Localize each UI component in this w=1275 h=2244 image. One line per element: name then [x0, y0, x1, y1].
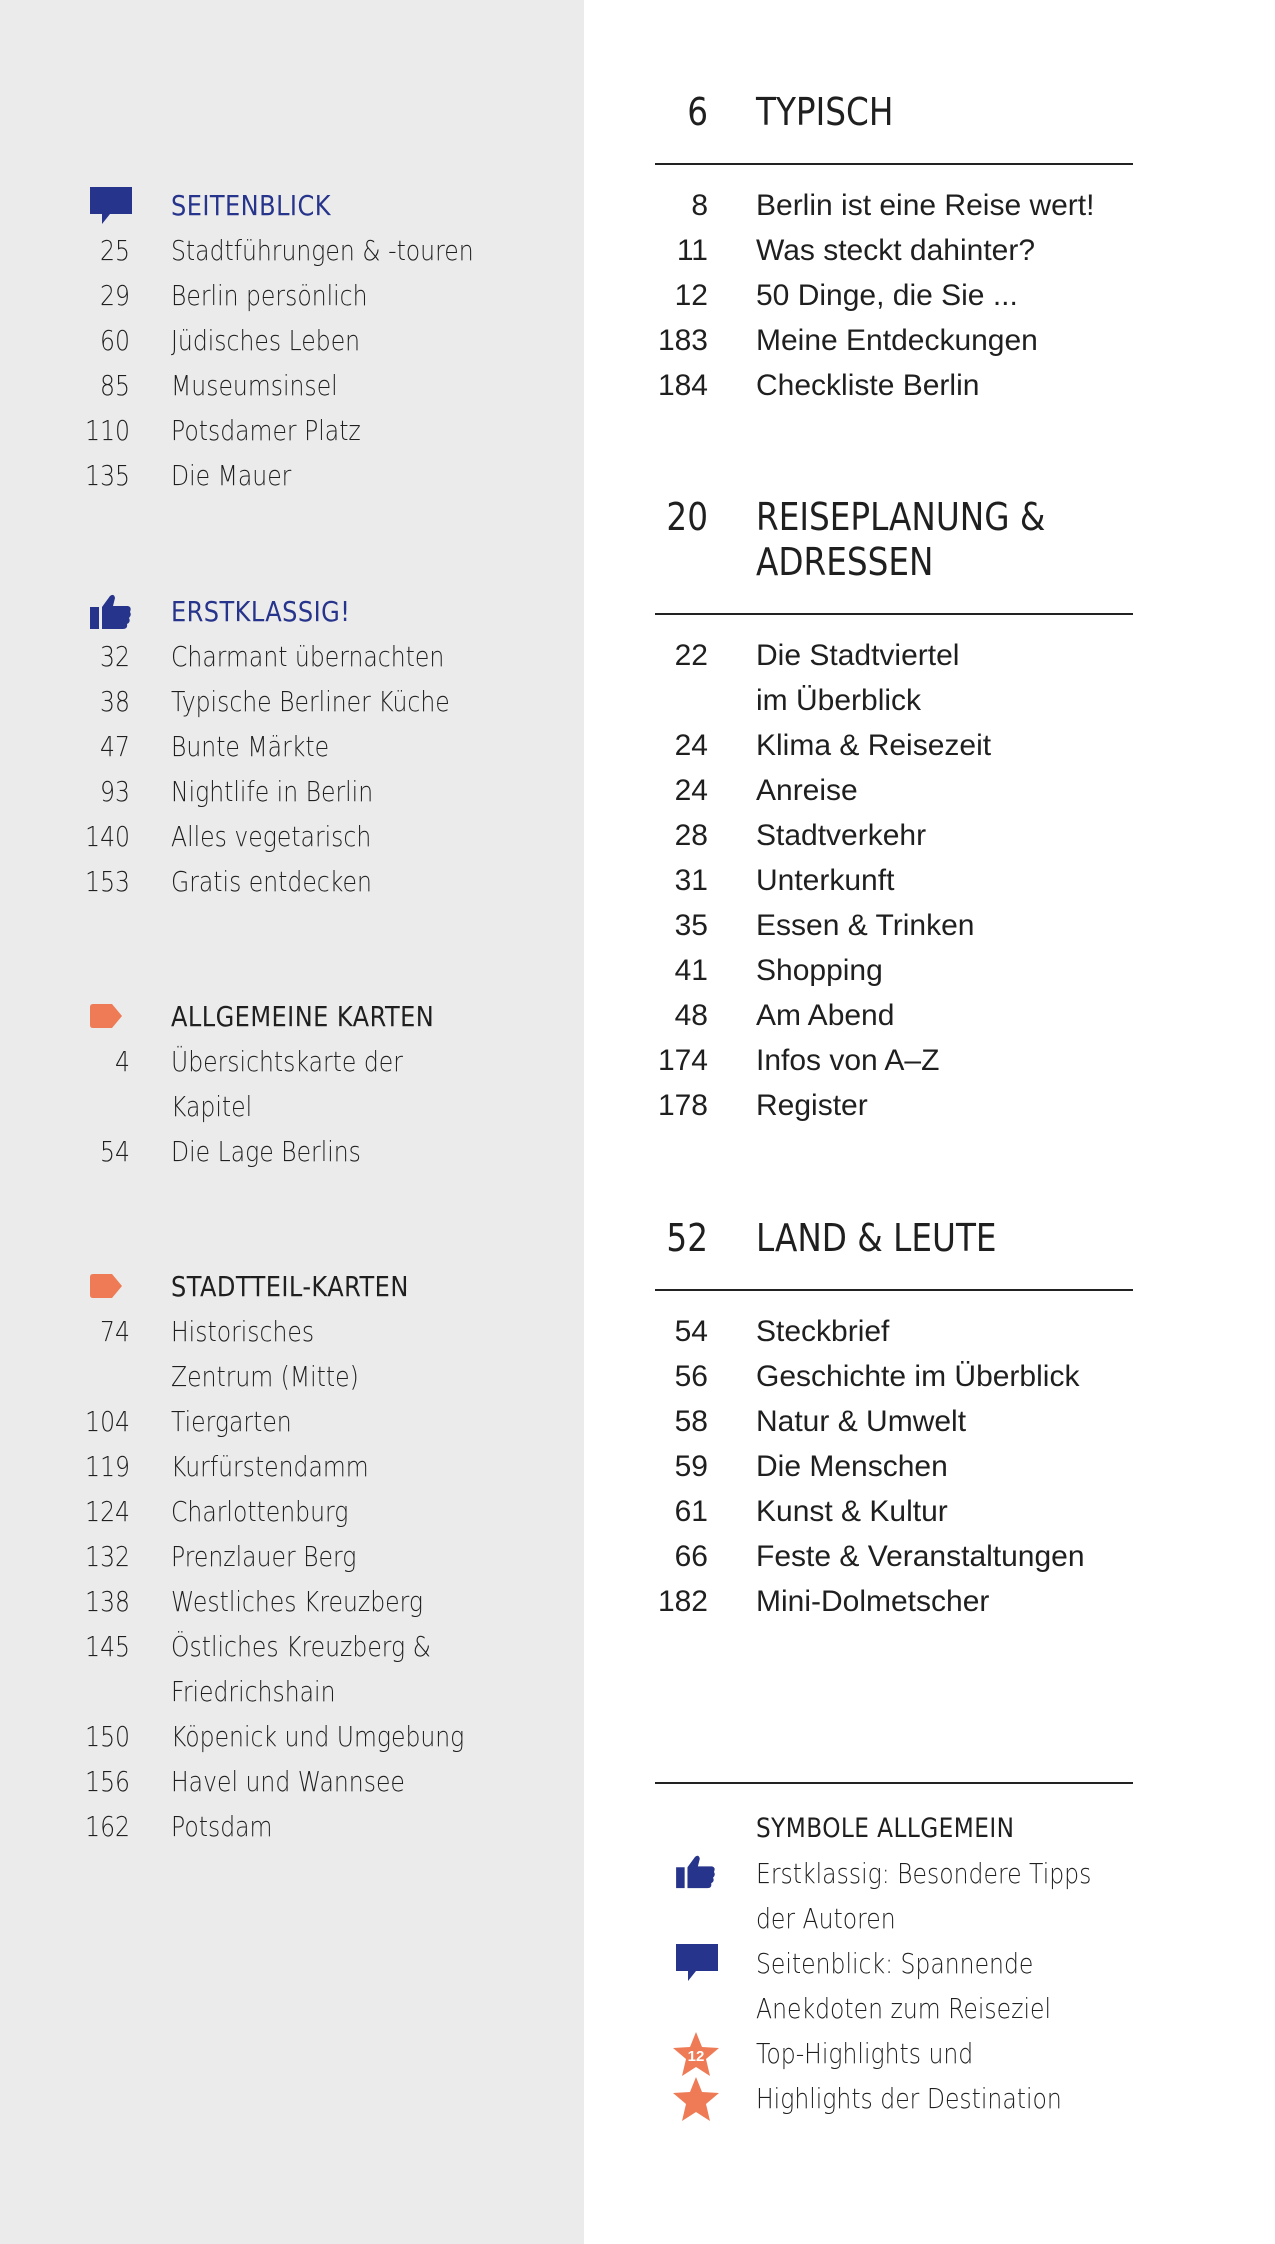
page-number: 11: [676, 234, 708, 267]
entry-label: Berlin persönlich: [171, 279, 368, 312]
entry-label: Havel und Wannsee: [171, 1765, 405, 1798]
section-title: LAND & LEUTE: [756, 1216, 997, 1260]
list-item[interactable]: [655, 948, 1133, 993]
entry-label: Die Lage Berlins: [171, 1135, 361, 1168]
list-item[interactable]: [0, 273, 584, 318]
section-page-number: 52: [666, 1216, 708, 1260]
entry-label: Unterkunft: [756, 864, 895, 897]
section-title-line2: ADRESSEN: [756, 540, 934, 584]
section-header: [0, 589, 584, 634]
page-number: 85: [100, 369, 130, 402]
entry-label: Typische Berliner Küche: [171, 685, 450, 718]
section-title: STADTTEIL-KARTEN: [171, 1270, 409, 1303]
list-item[interactable]: [655, 1309, 1133, 1354]
list-item[interactable]: [655, 1444, 1133, 1489]
list-item[interactable]: [655, 183, 1133, 228]
legend: [655, 1782, 1133, 2122]
page-number: 28: [674, 819, 708, 852]
list-item[interactable]: [655, 1489, 1133, 1534]
page-number: 48: [674, 999, 708, 1032]
page-number: 184: [657, 369, 708, 402]
legend-item: [655, 1896, 1133, 1941]
speech-bubble-icon: [90, 187, 132, 230]
section-land-leute: [655, 1216, 1133, 1618]
list-item[interactable]: [0, 679, 584, 724]
legend-item: [655, 2031, 1133, 2076]
entry-label: Übersichtskarte der: [171, 1045, 403, 1078]
entry-label: Klima & Reisezeit: [756, 729, 992, 762]
page-number: 54: [100, 1135, 130, 1168]
list-item[interactable]: [655, 1579, 1133, 1624]
page-number: 24: [674, 774, 708, 807]
tag-icon: [90, 1004, 122, 1033]
list-item[interactable]: [0, 1759, 584, 1804]
list-item[interactable]: [655, 678, 1133, 723]
entry-label: Die Mauer: [171, 459, 292, 492]
list-item[interactable]: [0, 1354, 584, 1399]
entry-label: Natur & Umwelt: [756, 1405, 967, 1438]
page-number: 104: [85, 1405, 130, 1438]
list-item[interactable]: [0, 1129, 584, 1174]
list-item[interactable]: [0, 1804, 584, 1849]
legend-label: der Autoren: [756, 1902, 896, 1935]
section-header: [655, 495, 1133, 585]
section-stadtteil-karten: [0, 1264, 584, 1849]
page-number: 31: [674, 864, 708, 897]
entry-label: Anreise: [756, 774, 858, 807]
entry-label: Potsdam: [171, 1810, 273, 1843]
list-item[interactable]: [0, 1579, 584, 1624]
section-header: [655, 1216, 1133, 1261]
list-item[interactable]: [0, 1039, 584, 1084]
list-item[interactable]: [655, 1083, 1133, 1128]
section-header: [0, 994, 584, 1039]
star-badge-number: 12: [687, 2048, 705, 2065]
entry-label: Die Stadtviertel: [756, 639, 960, 672]
section-divider: [655, 163, 1133, 165]
list-item[interactable]: [0, 1309, 584, 1354]
list-item[interactable]: [655, 1354, 1133, 1399]
page-number: 110: [85, 414, 130, 447]
page-number: 138: [85, 1585, 130, 1618]
list-item[interactable]: [655, 723, 1133, 768]
entry-label: 50 Dinge, die Sie ...: [756, 279, 1018, 312]
section-title: ALLGEMEINE KARTEN: [171, 1000, 435, 1033]
legend-label: Highlights der Destination: [756, 2082, 1062, 2115]
entry-label: Nightlife in Berlin: [171, 775, 374, 808]
legend-item: [655, 1941, 1133, 1986]
page-number: 22: [674, 639, 708, 672]
list-item[interactable]: [0, 363, 584, 408]
section-seitenblick: [0, 183, 584, 498]
list-item[interactable]: [655, 813, 1133, 858]
page-number: 47: [100, 730, 130, 763]
list-item[interactable]: [655, 993, 1133, 1038]
list-item[interactable]: [655, 228, 1133, 273]
list-item[interactable]: [0, 1084, 584, 1129]
page-number: 4: [115, 1045, 130, 1078]
entry-label: Stadtverkehr: [756, 819, 927, 852]
section-erstklassig: [0, 589, 584, 904]
legend-item: [655, 1986, 1133, 2031]
list-item[interactable]: [0, 1534, 584, 1579]
numbered-star-icon: [672, 2031, 720, 2082]
list-item[interactable]: [655, 363, 1133, 408]
list-item[interactable]: [655, 273, 1133, 318]
entry-label: Köpenick und Umgebung: [171, 1720, 465, 1753]
page-number: 153: [85, 865, 130, 898]
section-typisch: [655, 90, 1133, 402]
entry-label: Mini-Dolmetscher: [756, 1585, 990, 1618]
list-item[interactable]: [0, 859, 584, 904]
page-number: 140: [85, 820, 130, 853]
list-item[interactable]: [655, 1038, 1133, 1083]
entry-label: Jüdisches Leben: [171, 324, 361, 357]
entry-label: Prenzlauer Berg: [171, 1540, 357, 1573]
list-item[interactable]: [655, 903, 1133, 948]
page-number: 24: [674, 729, 708, 762]
page-number: 182: [657, 1585, 708, 1618]
entry-label: Feste & Veranstaltungen: [756, 1540, 1085, 1573]
section-title: TYPISCH: [756, 90, 894, 134]
page-number: 145: [85, 1630, 130, 1663]
entry-label: Charlottenburg: [171, 1495, 349, 1528]
thumbs-up-icon: [676, 1854, 716, 1895]
list-item[interactable]: [655, 768, 1133, 813]
page-number: 132: [85, 1540, 130, 1573]
page-number: 156: [85, 1765, 130, 1798]
list-item[interactable]: [0, 1714, 584, 1759]
list-item[interactable]: [0, 1624, 584, 1669]
speech-bubble-icon: [676, 1944, 718, 1987]
legend-label: Anekdoten zum Reiseziel: [756, 1992, 1052, 2025]
page-number: 56: [674, 1360, 708, 1393]
page-number: 59: [674, 1450, 708, 1483]
section-header: [0, 1264, 584, 1309]
legend-title: SYMBOLE ALLGEMEIN: [756, 1813, 1015, 1844]
page-number: 178: [657, 1089, 708, 1122]
page-number: 29: [100, 279, 130, 312]
list-item[interactable]: [0, 1444, 584, 1489]
section-header: [0, 183, 584, 228]
entry-label: Gratis entdecken: [171, 865, 372, 898]
page-number: 119: [85, 1450, 130, 1483]
entry-label: Geschichte im Überblick: [756, 1360, 1080, 1393]
section-title-line1: REISEPLANUNG &: [756, 495, 1046, 539]
entry-label: Westliches Kreuzberg: [171, 1585, 424, 1618]
entry-label: Meine Entdeckungen: [756, 324, 1038, 357]
page-number: 32: [100, 640, 130, 673]
legend-label: Seitenblick: Spannende: [756, 1947, 1034, 1980]
entry-label: Steckbrief: [756, 1315, 890, 1348]
section-page-number: 20: [666, 495, 708, 539]
section-title: ERSTKLASSIG!: [171, 595, 351, 628]
page-number: 61: [674, 1495, 708, 1528]
entry-label: Kunst & Kultur: [756, 1495, 948, 1528]
legend-divider: [655, 1782, 1133, 1784]
list-item[interactable]: [0, 724, 584, 769]
entry-label: Stadtführungen & -touren: [171, 234, 474, 267]
page-number: 74: [100, 1315, 130, 1348]
list-item[interactable]: [655, 633, 1133, 678]
list-item[interactable]: [0, 408, 584, 453]
list-item[interactable]: [655, 858, 1133, 903]
entry-label: Bunte Märkte: [171, 730, 330, 763]
list-item[interactable]: [0, 228, 584, 273]
list-item[interactable]: [0, 1669, 584, 1714]
section-divider: [655, 613, 1133, 615]
page-number: 93: [100, 775, 130, 808]
entry-label: Alles vegetarisch: [171, 820, 372, 853]
entry-label: Shopping: [756, 954, 883, 987]
page-number: 12: [674, 279, 708, 312]
page-number: 66: [674, 1540, 708, 1573]
list-item[interactable]: [0, 634, 584, 679]
entry-label: Tiergarten: [171, 1405, 292, 1438]
list-item[interactable]: [0, 1399, 584, 1444]
entry-label: im Überblick: [756, 684, 922, 717]
star-icon: [672, 2076, 720, 2127]
legend-label: Erstklassig: Besondere Tipps: [756, 1857, 1092, 1890]
entry-label: Am Abend: [756, 999, 895, 1032]
entry-label: Kurfürstendamm: [171, 1450, 369, 1483]
entry-label: Friedrichshain: [171, 1675, 336, 1708]
entry-label: Zentrum (Mitte): [171, 1360, 359, 1393]
page-number: 54: [674, 1315, 708, 1348]
legend-item: [655, 1851, 1133, 1896]
page-number: 8: [691, 189, 708, 222]
section-reiseplanung: [655, 495, 1133, 1122]
entry-label: Berlin ist eine Reise wert!: [756, 189, 1095, 222]
section-page-number: 6: [687, 90, 708, 134]
entry-label: Die Menschen: [756, 1450, 948, 1483]
thumbs-up-icon: [90, 593, 132, 636]
entry-label: Historisches: [171, 1315, 315, 1348]
page-number: 60: [100, 324, 130, 357]
page-number: 174: [657, 1044, 708, 1077]
list-item[interactable]: [0, 1489, 584, 1534]
entry-label: Checkliste Berlin: [756, 369, 980, 402]
entry-label: Charmant übernachten: [171, 640, 445, 673]
legend-label: Top-Highlights und: [756, 2037, 974, 2070]
tag-icon: [90, 1274, 122, 1303]
page-number: 124: [85, 1495, 130, 1528]
entry-label: Infos von A–Z: [756, 1044, 940, 1077]
section-allgemeine-karten: [0, 994, 584, 1174]
section-header: [655, 90, 1133, 165]
page-number: 25: [100, 234, 130, 267]
page-number: 58: [674, 1405, 708, 1438]
entry-label: Östliches Kreuzberg &: [171, 1630, 431, 1663]
section-divider: [655, 1289, 1133, 1291]
list-item[interactable]: [0, 769, 584, 814]
page-number: 35: [674, 909, 708, 942]
page-number: 38: [100, 685, 130, 718]
list-item[interactable]: [655, 1534, 1133, 1579]
section-title: SEITENBLICK: [171, 189, 331, 222]
entry-label: Museumsinsel: [171, 369, 338, 402]
page-number: 135: [85, 459, 130, 492]
list-item[interactable]: [0, 318, 584, 363]
page-number: 150: [85, 1720, 130, 1753]
entry-label: Kapitel: [171, 1090, 253, 1123]
list-item[interactable]: [655, 318, 1133, 363]
list-item[interactable]: [655, 1399, 1133, 1444]
entry-label: Register: [756, 1089, 868, 1122]
page-number: 41: [674, 954, 708, 987]
entry-label: Essen & Trinken: [756, 909, 975, 942]
entry-label: Was steckt dahinter?: [756, 234, 1036, 267]
legend-item: [655, 2076, 1133, 2121]
entry-label: Potsdamer Platz: [171, 414, 361, 447]
page-number: 162: [85, 1810, 130, 1843]
list-item[interactable]: [0, 814, 584, 859]
page-number: 183: [657, 324, 708, 357]
list-item[interactable]: [0, 453, 584, 498]
